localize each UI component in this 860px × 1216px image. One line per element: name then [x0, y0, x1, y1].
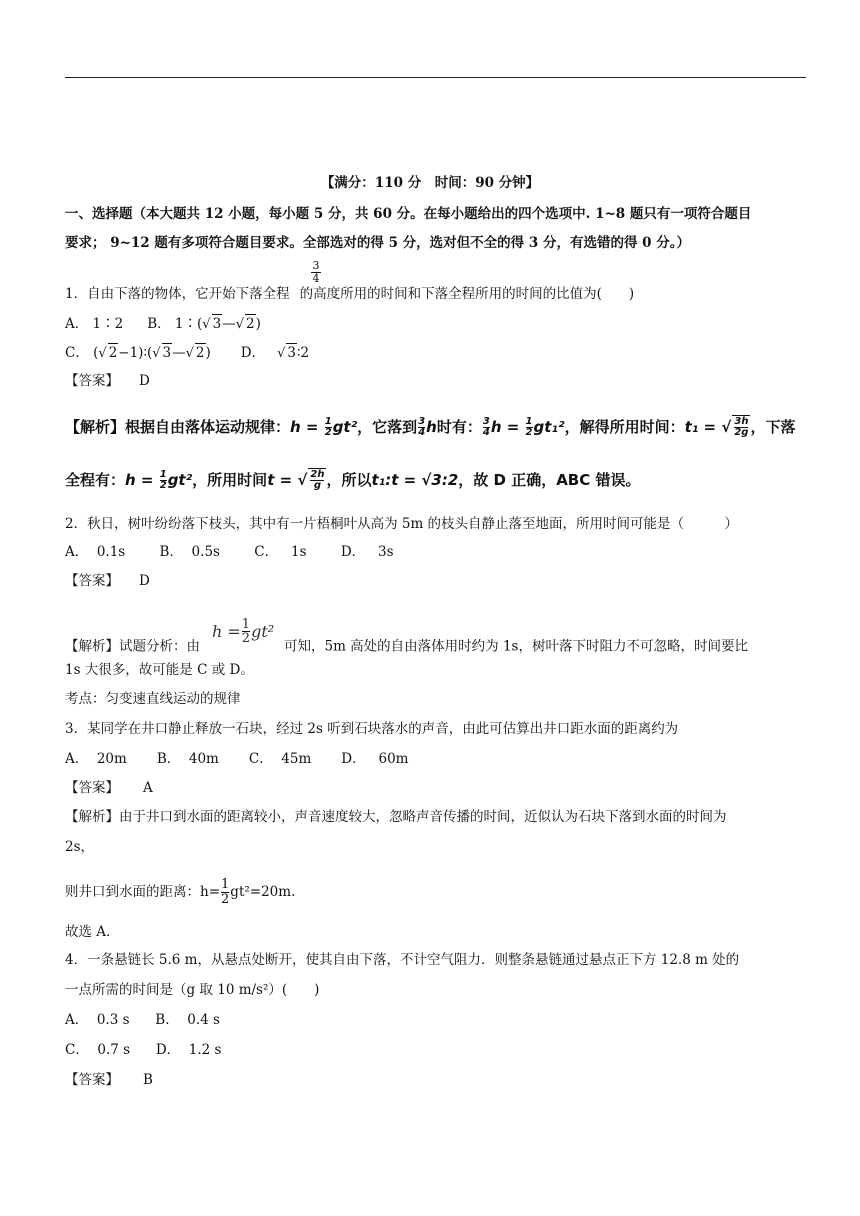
q2-analysis-text-post: 可知，5m 高处的自由落体用时约为 1s，树叶落下时阻力不可忽略，时间要比: [284, 638, 748, 655]
q3-result: [65, 878, 295, 907]
q1-answer: [65, 372, 150, 390]
q2-answer-label: 【答案】: [65, 573, 119, 589]
q1-formula-3-4h-eq: $\frac{3}{4}$ h = $\frac{1}{2}$ gt₁²: [482, 416, 565, 438]
q1-analysis-line1: [65, 415, 795, 438]
q3-conclusion: 故选 A.: [65, 924, 111, 940]
q2-stem: 2．秋日，树叶纷纷落下枝头，其中有一片梧桐叶从高为 5m 的枝头自静止落至地面，所用时间可能是（ ）: [65, 516, 739, 532]
q3-analysis-line2: 2s，: [65, 839, 95, 855]
q1-formula-h-full: h = $\frac{1}{2}$ gt²: [125, 469, 193, 491]
q4-answer-label: 【答案】: [65, 1072, 119, 1088]
q1-options-ab: [65, 314, 261, 334]
score-time-line: 【满分：110 分 时间：90 分钟】: [320, 175, 540, 191]
q4-options-cd: C． 0.7 s D． 1.2 s: [65, 1042, 222, 1058]
q1-analysis-text-1: 【解析】根据自由落体运动规律：: [65, 418, 291, 436]
q1-analysis-text-6: 全程有：: [65, 471, 126, 489]
q2-analysis-text-pre: 【解析】试题分析：由: [65, 638, 200, 655]
q1-options-cd: [65, 343, 309, 363]
q1-analysis-text-8: ，所以: [326, 471, 372, 489]
q2-answer: [65, 572, 150, 590]
q1-stem-text-b: 的高度所用的时间和下落全程所用的时间的比值为( ): [299, 286, 635, 302]
q1-formula-3-4h: $\frac{3}{4}$ h: [418, 416, 437, 438]
q4-answer-value: B: [143, 1072, 153, 1088]
q3-answer-label: 【答案】: [65, 780, 119, 796]
section-instructions-line1: 一、选择题（本大题共 12 小题，每小题 5 分，共 60 分。在每小题给出的四个选项中. 1~8 题只有一项符合题目: [65, 206, 752, 222]
q3-result-fraction: $\frac{1}{2}$: [221, 877, 230, 907]
q1-fraction-numerator: 3: [312, 259, 320, 272]
q3-stem: 3．某同学在井口静止释放一石块，经过 2s 听到石块落水的声音，由此可估算出井口距水面的距离约为: [65, 721, 679, 737]
q2-options: A． 0.1s B． 0.5s C． 1s D． 3s: [65, 544, 394, 560]
q1-analysis-text-7: ，所用时间: [192, 471, 268, 489]
q1-analysis-text-4: ，解得所用时间：: [564, 418, 685, 436]
q1-formula-t: t = √ $\frac{2h}{g}$: [267, 469, 325, 491]
q1-formula-h: h = $\frac{1}{2}$ gt²: [290, 416, 358, 438]
q2-kaodian: 考点：匀变速直线运动的规律: [65, 691, 241, 707]
q3-answer: [65, 779, 153, 797]
q1-analysis-text-5: ，下落: [750, 418, 796, 436]
section-instructions-line2: 要求； 9~12 题有多项符合题目要求。全部选对的得 5 分，选对但不全的得 3 分，有选错的得 0 分。）: [65, 235, 691, 251]
q1-analysis-text-2: ，它落到: [357, 418, 418, 436]
q4-stem-line2: 一点所需的时间是（g 取 10 m/s²）( ): [65, 982, 320, 998]
q4-options-ab: A． 0.3 s B． 0.4 s: [65, 1012, 220, 1028]
q1-answer-value: D: [139, 373, 150, 389]
q1-analysis-text-9: ，故 D 正确，ABC 错误。: [458, 471, 641, 489]
q1-analysis-text-3: 时有：: [436, 418, 482, 436]
header-rule: [65, 77, 806, 78]
q1-analysis-line2: [65, 468, 640, 491]
q3-answer-value: A: [143, 780, 153, 796]
q1-stem: [65, 285, 634, 303]
q2-formula: h = $\frac{1}{2}$ gt²: [212, 617, 275, 646]
q2-analysis-line1: [65, 617, 748, 659]
q3-result-post: gt²=20m.: [230, 884, 296, 900]
q1-stem-text-a: 1．自由下落的物体，它开始下落全程: [65, 286, 290, 302]
q1-option-c: C． (√ 2−1)∶(√ 3—√ 2): [65, 345, 211, 361]
q4-answer: [65, 1071, 153, 1089]
q1-option-a: A． 1∶2: [65, 316, 124, 332]
q4-stem-line1: 4．一条悬链长 5.6 m，从悬点处断开，使其自由下落，不计空气阻力．则整条悬链通过悬点正下方 12.8 m 处的: [65, 952, 740, 968]
q1-option-b: B． 1∶(√ 3—√ 2): [147, 316, 261, 332]
q1-formula-t1: t₁ = √ $\frac{3h}{2g}$: [684, 416, 749, 438]
q1-formula-ratio: t₁:t = √3:2: [371, 471, 459, 489]
q3-result-pre: 则井口到水面的距离：h=: [65, 884, 221, 900]
q2-analysis-line2: 1s 大很多，故可能是 C 或 D。: [65, 662, 254, 678]
q1-option-d: D． √ 3∶2: [240, 345, 310, 361]
q3-options: A． 20m B． 40m C． 45m D． 60m: [65, 751, 409, 767]
q1-fraction-denominator: 4: [312, 272, 320, 285]
q2-answer-value: D: [139, 573, 150, 589]
q1-answer-label: 【答案】: [65, 373, 119, 389]
q3-analysis-line1: 【解析】由于井口到水面的距离较小，声音速度较大，忽略声音传播的时间，近似认为石块下落到水面的时间为: [65, 809, 727, 825]
q1-fraction: [311, 260, 321, 285]
